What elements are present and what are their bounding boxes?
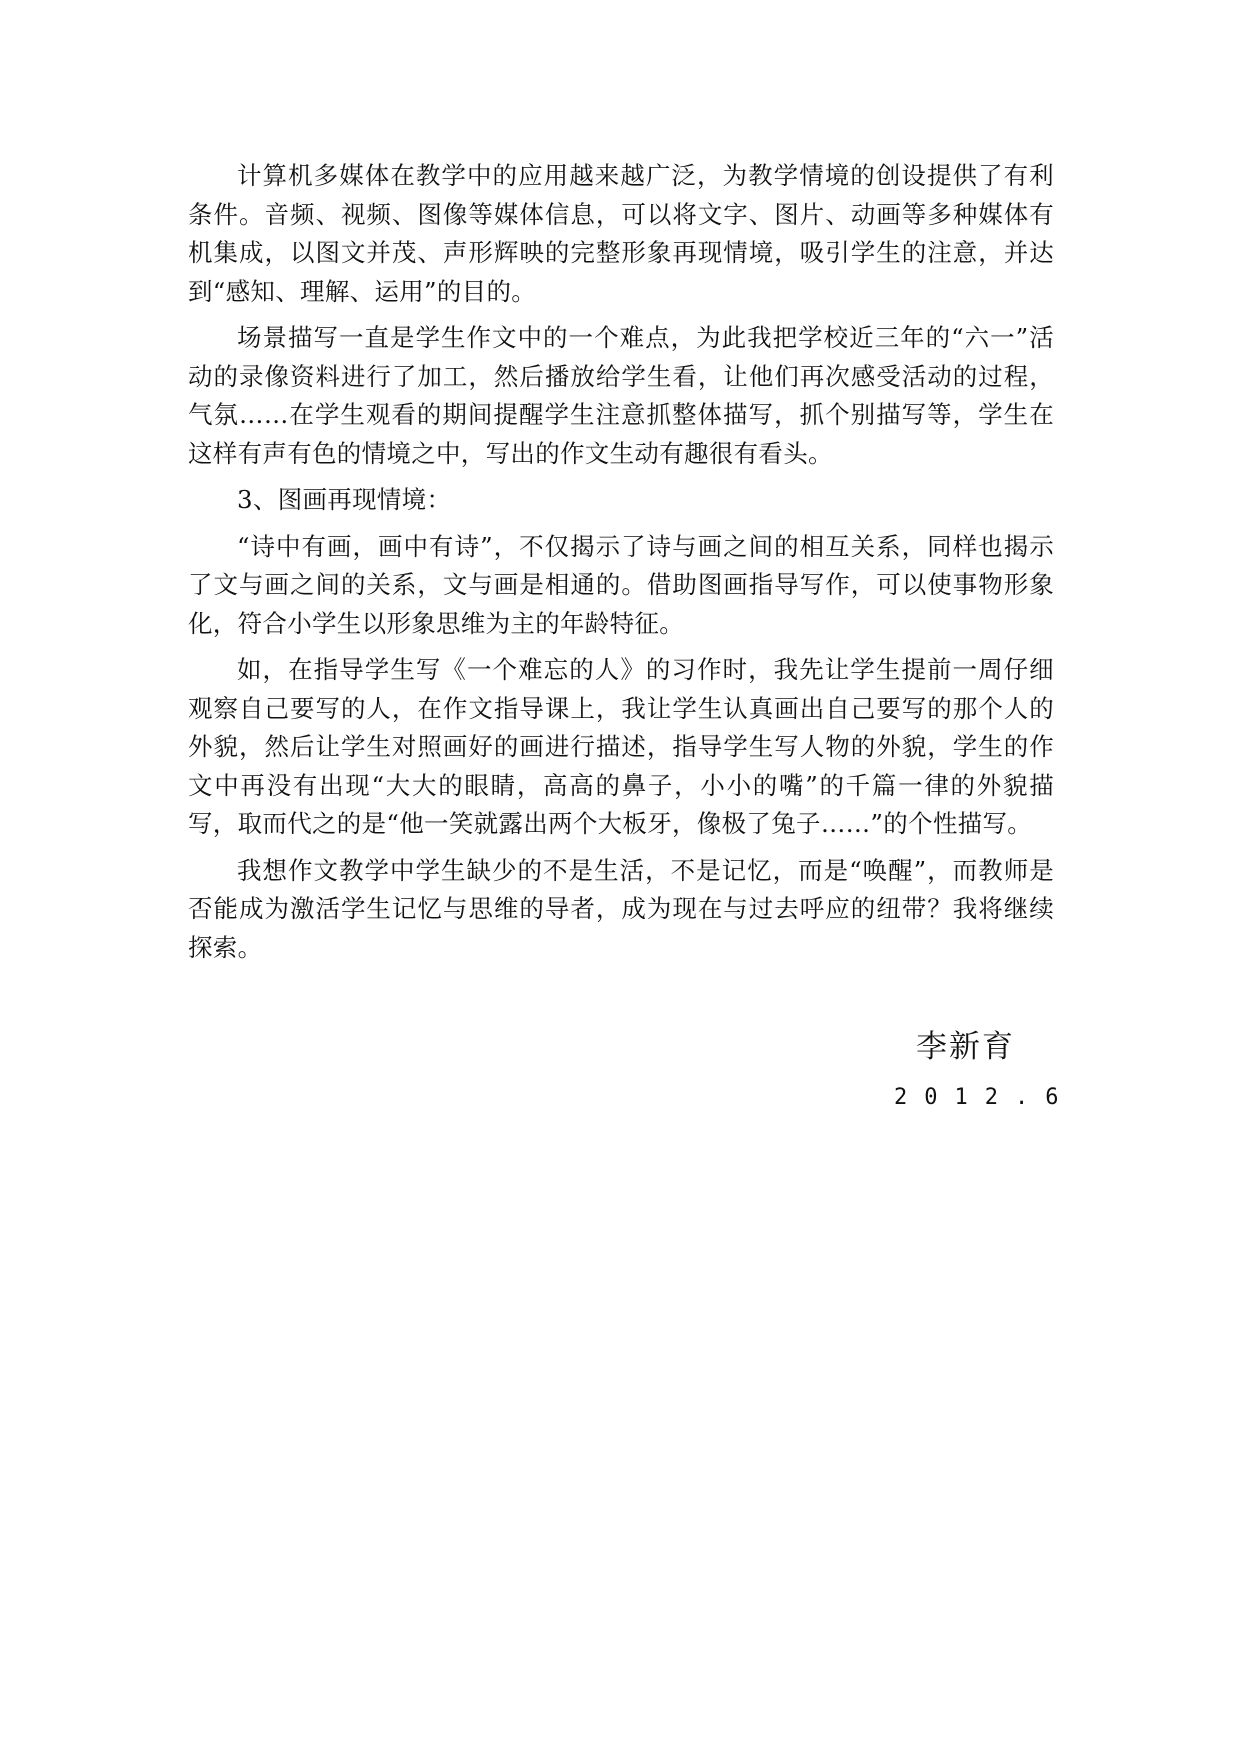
section-heading-picture-scene: 3、图画再现情境： [237, 485, 452, 514]
paragraph-conclusion: 我想作文教学中学生缺少的不是生活，不是记忆，而是“唤醒”，而教师是否能成为激活学生记忆与思维的导者，成为现在与过去呼应的纽带？我将继续探索。 [188, 855, 1054, 962]
paragraph-poetry-painting: “诗中有画，画中有诗”，不仅揭示了诗与画之间的相互关系，同样也揭示了文与画之间的关系，文与画是相通的。借助图画指导写作，可以使事物形象化，符合小学生以形象思维为主的年龄特征。 [188, 531, 1054, 638]
document-body [188, 157, 1054, 975]
paragraph-scene-writing: 场景描写一直是学生作文中的一个难点，为此我把学校近三年的“六一”活动的录像资料进行了加工，然后播放给学生看，让他们再次感受活动的过程，气氛……在学生观看的期间提醒学生注意抓整体描写，抓个别描写等，学生在这样有声有色的情境之中，写出的作文生动有趣很有看头。 [188, 323, 1054, 468]
paragraph-multimedia: 计算机多媒体在教学中的应用越来越广泛，为教学情境的创设提供了有利条件。音频、视频、图像等媒体信息，可以将文字、图片、动画等多种媒体有机集成，以图文并茂、声形辉映的完整形象再现情境，吸引学生的注意，并达到“感知、理解、运用”的目的。 [188, 161, 1054, 306]
paragraph-example: 如，在指导学生写《一个难忘的人》的习作时，我先让学生提前一周仔细观察自己要写的人，在作文指导课上，我让学生认真画出自己要写的那个人的外貌，然后让学生对照画好的画进行描述，指导学生写人物的外貌，学生的作文中再没有出现“大大的眼睛，高高的鼻子，小小的嘴”的千篇一律的外貌描写，取而代之的是“他一笑就露出两个大板牙，像极了兔子……”的个性描写。 [188, 655, 1054, 838]
author-signature: 李新育 [916, 1029, 1015, 1065]
document-date: 2012.6 [894, 1085, 1076, 1110]
